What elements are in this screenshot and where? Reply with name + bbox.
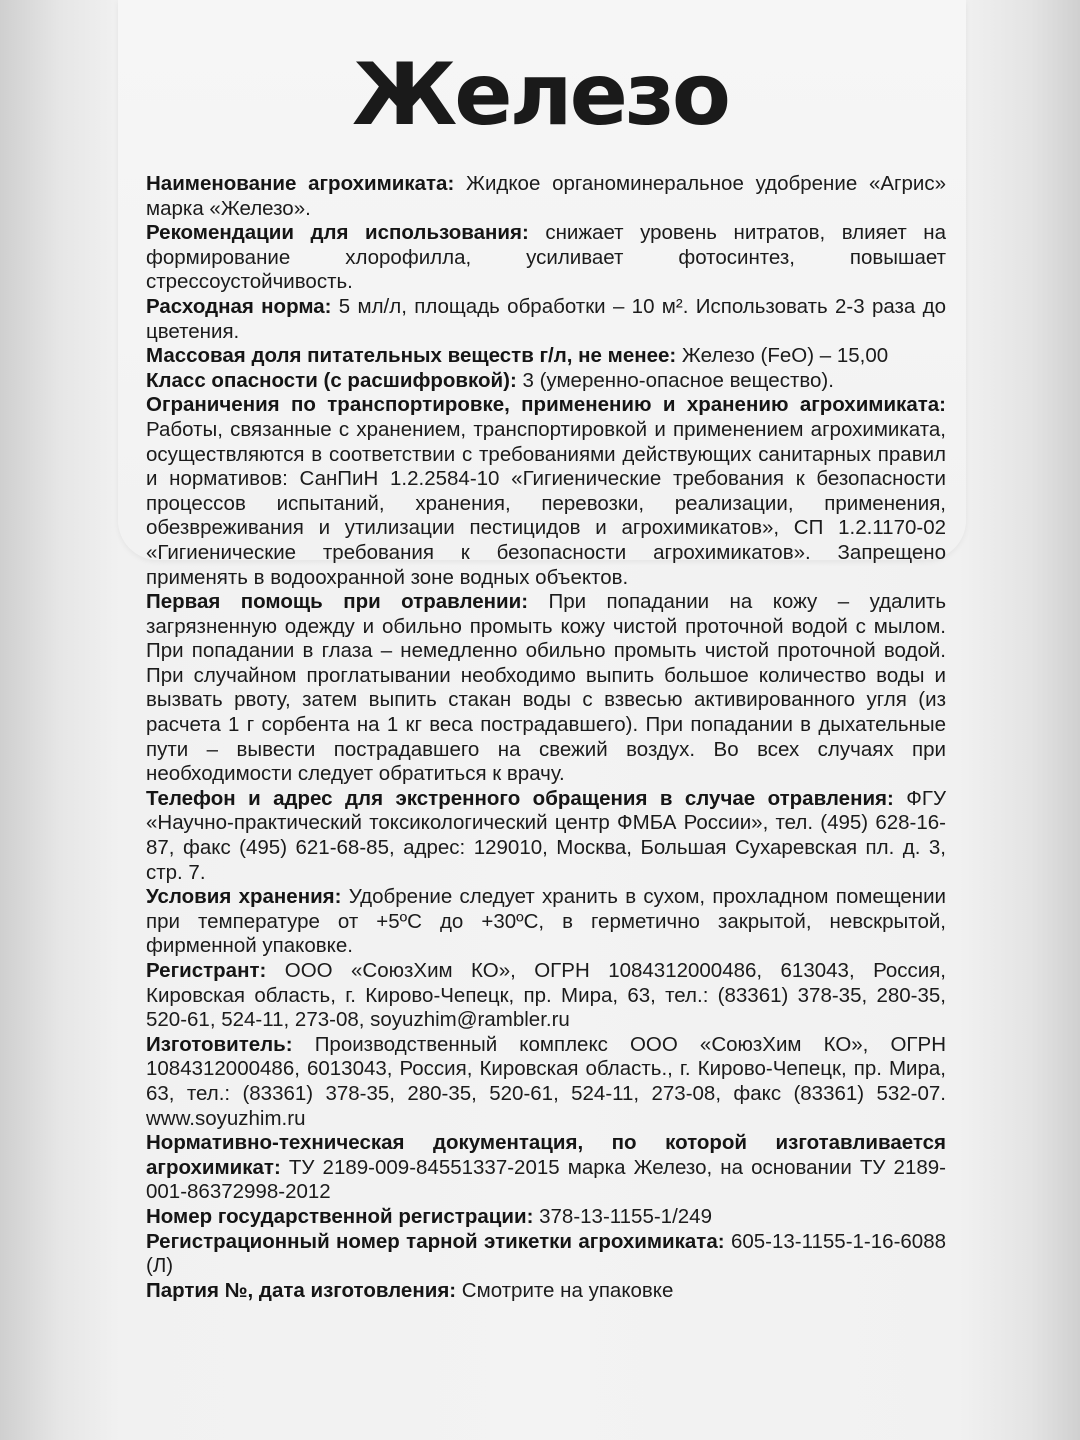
section-heading: Ограничения по транспортировке, применению и хранению агрохимиката: xyxy=(146,393,946,417)
section-label-number xyxy=(146,1230,946,1279)
section-body: 605-13-1155-1-16-6088 (Л) xyxy=(146,1229,946,1278)
section-body: Работы, связанные с хранением, транспортировкой и применением агрохимиката, осуществляются в соответствии с требованиями действующих санитарных правил и нормативов: СанПиН 1.2.2584-10 «Гигиенические требования к безопасности процессов испытаний, хранения, перевозки, реализации, применения, обезвреживания и утилизации пестицидов и агрохимикатов», СП 1.2.1170-02 «Гигиенические требования к безопасности агрохимикатов». Запрещено применять в водоохранной зоне водных объектов. xyxy=(146,417,946,589)
product-title: Железо xyxy=(352,45,728,145)
section-body: 3 (умеренно-опасное вещество). xyxy=(516,368,834,392)
section-heading: Изготовитель: xyxy=(146,1032,293,1056)
section-heading: Нормативно-техническая документация, по которой изготавливается агрохимикат: xyxy=(146,1131,946,1179)
section-heading: Номер государственной регистрации: xyxy=(146,1204,534,1228)
section-heading: Регистрант: xyxy=(146,959,267,982)
section-body: ООО «СоюзХим КО», ОГРН 1084312000486, 613043, Россия, Кировская область, г. Кирово-Чепецк, пр. Мира, 63, тел.: (83361) 378-35, 280-35, 520-61, 524-11, 273-08, soyuzhim@rambler.ru xyxy=(146,959,946,1032)
section-heading: Наименование агрохимиката: xyxy=(146,172,455,195)
section-heading: Массовая доля питательных веществ г/л, не менее: xyxy=(146,344,677,368)
section-body: снижает уровень нитратов, влияет на формирование хлорофилла, усиливает фотосинтез, повышает стрессоустойчивость. xyxy=(146,221,947,294)
section-heading: Класс опасности (с расшифровкой): xyxy=(146,368,517,392)
section-body: Производственный комплекс ООО «СоюзХим КО», ОГРН 1084312000486, 6013043, Россия, Кировская область., г. Кирово-Чепецк, пр. Мира, 63, тел.: (83361) 378-35, 280-35, 520-61, 524-11, 273-08, факс (83361) 532-07. www.soyuzhim.ru xyxy=(146,1032,946,1130)
section-dosage xyxy=(146,295,946,344)
section-heading: Партия №, дата изготовления: xyxy=(146,1278,457,1302)
section-body: ТУ 2189-009-84551337-2015 марка Железо, на основании ТУ 2189-001-86372998-2012 xyxy=(146,1155,946,1204)
section-restrictions xyxy=(146,393,946,590)
section-storage xyxy=(146,885,946,959)
section-name xyxy=(146,172,946,221)
section-documentation xyxy=(146,1131,946,1205)
section-body: ФГУ «Научно-практический токсикологический центр ФМБА России», тел. (495) 628-16-87, факс (495) 621-68-85, адрес: 129010, Москва, Большая Сухаревская пл. д. 3, стр. 7. xyxy=(146,786,946,884)
section-hazard-class xyxy=(146,369,946,394)
section-recommendations xyxy=(146,221,946,295)
section-body: 5 мл/л, площадь обработки – 10 м². Использовать 2-3 раза до цветения. xyxy=(146,294,947,343)
section-emergency-contact xyxy=(146,787,946,885)
section-manufacturer xyxy=(146,1033,946,1131)
section-body: При попадании на кожу – удалить загрязненную одежду и обильно промыть кожу чистой проточной водой с мылом. При попадании в глаза – немедленно обильно промыть чистой проточной водой. При случайном проглатывании необходимо выпить большое количество воды и вызвать рвоту, затем выпить стакан воды с взвесью активированного угля (из расчета 1 г сорбента на 1 кг веса пострадавшего). При попадании в дыхательные пути – вывести пострадавшего на свежий воздух. Во всех случаях при необходимости следует обратиться к врачу. xyxy=(146,590,946,786)
section-body: Смотрите на упаковке xyxy=(456,1278,674,1302)
section-heading: Рекомендации для использования: xyxy=(146,221,529,245)
section-body: 378-13-1155-1/249 xyxy=(533,1204,712,1228)
section-first-aid xyxy=(146,590,946,787)
section-heading: Условия хранения: xyxy=(146,885,342,909)
section-registrant xyxy=(146,959,946,1033)
section-heading: Телефон и адрес для экстренного обращения в случае отравления: xyxy=(146,786,894,810)
section-registration-number xyxy=(146,1205,946,1230)
section-nutrients xyxy=(146,344,946,369)
section-body: Железо (FeO) – 15,00 xyxy=(676,344,889,368)
section-heading: Первая помощь при отравлении: xyxy=(146,590,529,614)
label-text xyxy=(146,172,946,1303)
section-body: Удобрение следует хранить в сухом, прохладном помещении при температуре от +5ºС до +30ºС, в герметично закрытой, невскрытой, фирменной упаковке. xyxy=(146,885,946,958)
section-heading: Регистрационный номер тарной этикетки агрохимиката: xyxy=(146,1229,725,1253)
section-heading: Расходная норма: xyxy=(146,294,332,318)
section-batch xyxy=(146,1279,946,1304)
section-body: Жидкое органоминеральное удобрение «Агрис» марка «Железо». xyxy=(146,172,947,220)
